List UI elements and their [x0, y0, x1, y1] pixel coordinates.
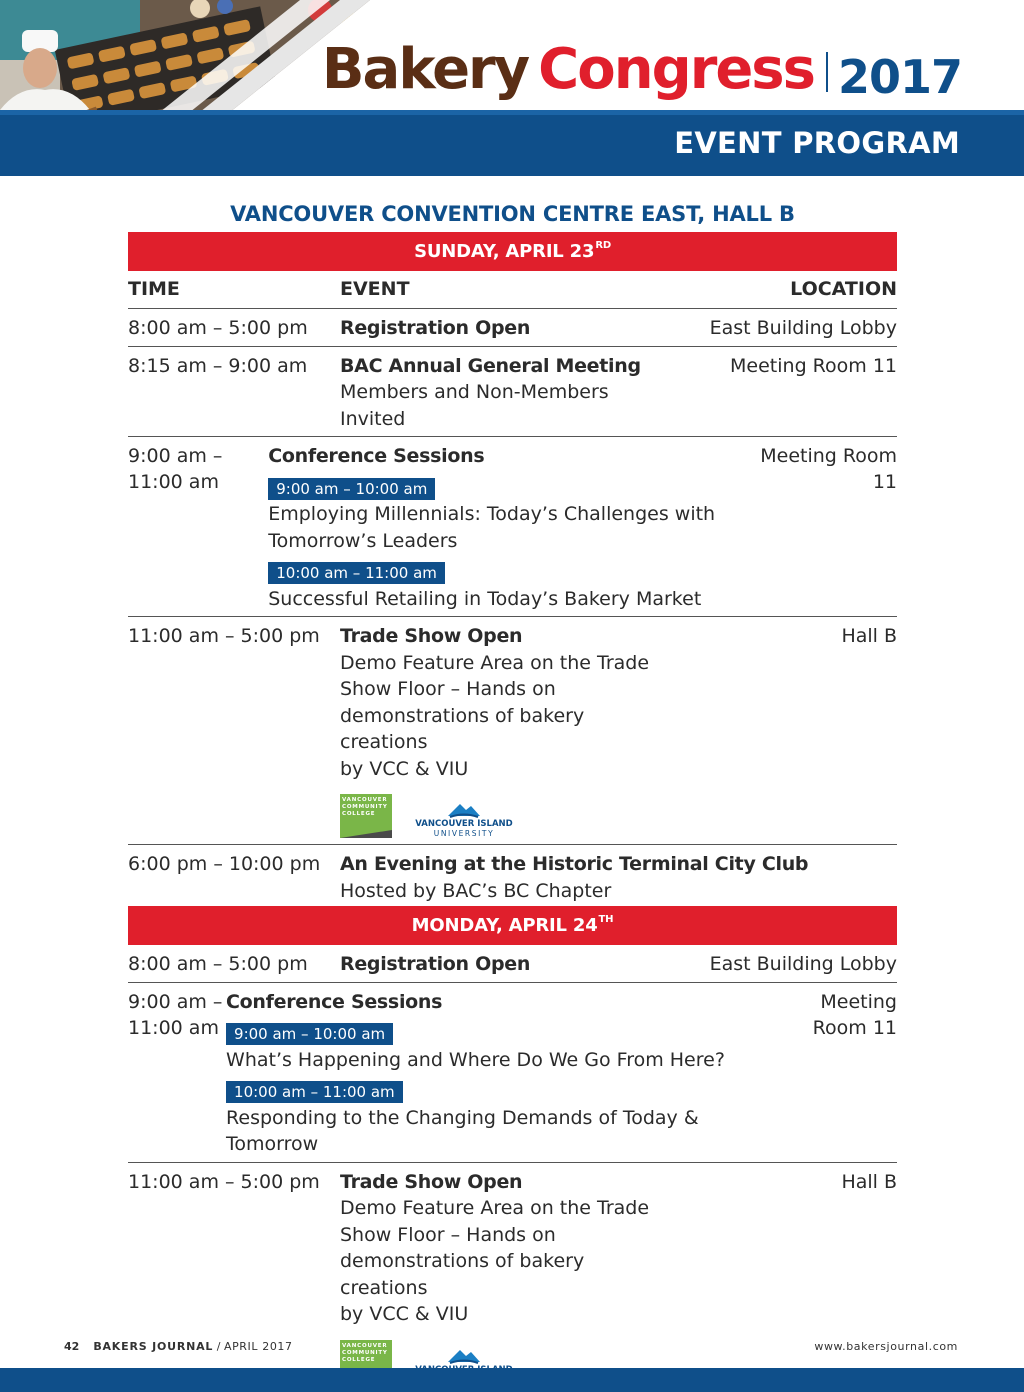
row-event-title: Conference Sessions: [226, 990, 443, 1013]
page-number: 42: [64, 1340, 80, 1353]
row-event-title: Trade Show Open: [340, 1170, 523, 1193]
title-year: 2017: [837, 50, 962, 104]
row-event-title: BAC Annual General Meeting: [340, 354, 641, 377]
row-time: 6:00 pm – 10:00 pm: [128, 853, 321, 875]
table-row: [128, 347, 897, 438]
row-event-desc-line: Demo Feature Area on the Trade: [340, 651, 650, 674]
session-title: Responding to the Changing Demands of Today & Tomorrow: [226, 1106, 699, 1155]
table-row: [128, 309, 897, 347]
session-title: Employing Millennials: Today’s Challenges with Tomorrow’s Leaders: [268, 503, 716, 552]
table-row: [128, 945, 897, 983]
venue-heading: VANCOUVER CONVENTION CENTRE EAST, HALL B: [230, 202, 795, 226]
publication-name: BAKERS JOURNAL: [93, 1340, 214, 1353]
row-event-desc-line: Show Floor – Hands on: [340, 678, 556, 700]
table-row: [128, 845, 897, 906]
footer-left: [64, 1340, 293, 1353]
page-header: [0, 0, 1024, 176]
row-event-desc: Hosted by BAC’s BC Chapter: [340, 879, 612, 902]
footer-separator: /: [213, 1340, 224, 1353]
viu-logo: [414, 800, 514, 838]
table-row: [128, 617, 897, 845]
row-event-desc-line: demonstrations of bakery creations: [340, 1250, 585, 1299]
day-suffix: TH: [598, 914, 614, 925]
issue-date: APRIL 2017: [223, 1340, 293, 1353]
row-time: 11:00 am – 5:00 pm: [128, 625, 320, 647]
viu-logo-sub: UNIVERSITY: [433, 829, 495, 838]
page-footer: [64, 1340, 958, 1353]
row-location: Hall B: [841, 1170, 897, 1193]
row-event-title: Registration Open: [340, 953, 531, 975]
session-time-tag: 10:00 am – 11:00 am: [268, 562, 445, 584]
table-row: [128, 1163, 897, 1390]
website-url: www.bakersjournal.com: [814, 1340, 958, 1353]
row-time: 8:15 am – 9:00 am: [128, 354, 308, 377]
row-location: East Building Lobby: [709, 317, 897, 339]
row-time: 9:00 am – 11:00 am: [128, 990, 223, 1039]
row-location: Meeting Room 11: [730, 354, 897, 377]
row-event-desc-line: by VCC & VIU: [340, 1303, 469, 1325]
row-event-title: An Evening at the Historic Terminal City Club: [340, 853, 809, 875]
vcc-logo-text: COLLEGE: [342, 811, 376, 817]
row-event-title: Trade Show Open: [340, 625, 523, 647]
masthead-title: [321, 26, 962, 104]
row-time: 11:00 am – 5:00 pm: [128, 1170, 320, 1193]
day-label: MONDAY, APRIL 24: [411, 915, 598, 936]
row-event-desc-line: Demo Feature Area on the Trade: [340, 1197, 650, 1219]
bottom-band: [0, 1368, 1024, 1392]
vcc-logo-text: COLLEGE: [342, 1356, 376, 1363]
row-location: Hall B: [841, 625, 897, 647]
title-divider: [826, 52, 828, 92]
row-location: Meeting Room 11: [760, 445, 897, 493]
vcc-logo-text: COMMUNITY: [342, 804, 388, 810]
row-event-title: Conference Sessions: [268, 445, 485, 467]
column-header-time: TIME: [128, 278, 180, 300]
program-table: [128, 232, 897, 1390]
vcc-logo-text: COMMUNITY: [342, 1349, 388, 1356]
vcc-logo-text: VANCOUVER: [342, 1342, 388, 1349]
title-bakery: Bakery: [321, 37, 529, 102]
table-row: [128, 983, 897, 1163]
session-title: Successful Retailing in Today’s Bakery Market: [268, 587, 702, 610]
day-header-monday: [128, 906, 897, 945]
partner-logos: [340, 786, 657, 838]
viu-mountain-icon: [444, 800, 484, 820]
row-time: 8:00 am – 5:00 pm: [128, 317, 308, 339]
viu-logo-name: VANCOUVER ISLAND: [415, 819, 513, 829]
day-header-sunday: [128, 232, 897, 271]
session-time-tag: 9:00 am – 10:00 am: [268, 478, 435, 500]
day-label: SUNDAY, APRIL 23: [414, 241, 595, 262]
title-congress: Congress: [538, 37, 814, 102]
row-time: 8:00 am – 5:00 pm: [128, 953, 308, 975]
row-location: East Building Lobby: [709, 953, 897, 975]
row-event-desc-line: by VCC & VIU: [340, 757, 469, 780]
row-event-desc-line: demonstrations of bakery creations: [340, 704, 585, 753]
row-event-desc-line: Show Floor – Hands on: [340, 1223, 556, 1246]
column-headers: [128, 271, 897, 309]
session-time-tag: 10:00 am – 11:00 am: [226, 1081, 403, 1103]
row-event-title: Registration Open: [340, 317, 531, 339]
vcc-logo: [340, 794, 392, 838]
day-suffix: RD: [595, 240, 611, 251]
column-header-event: EVENT: [340, 277, 410, 300]
row-event-desc: Members and Non-Members Invited: [340, 381, 609, 430]
column-header-location: LOCATION: [790, 278, 897, 300]
table-row: [128, 437, 897, 617]
session-title: What’s Happening and Where Do We Go From Here?: [226, 1048, 725, 1071]
row-location: Meeting Room 11: [812, 990, 897, 1039]
session-time-tag: 9:00 am – 10:00 am: [226, 1023, 393, 1045]
vcc-logo-text: VANCOUVER: [342, 797, 388, 803]
event-program-heading: EVENT PROGRAM: [674, 126, 960, 160]
row-time: 9:00 am – 11:00 am: [128, 445, 223, 493]
